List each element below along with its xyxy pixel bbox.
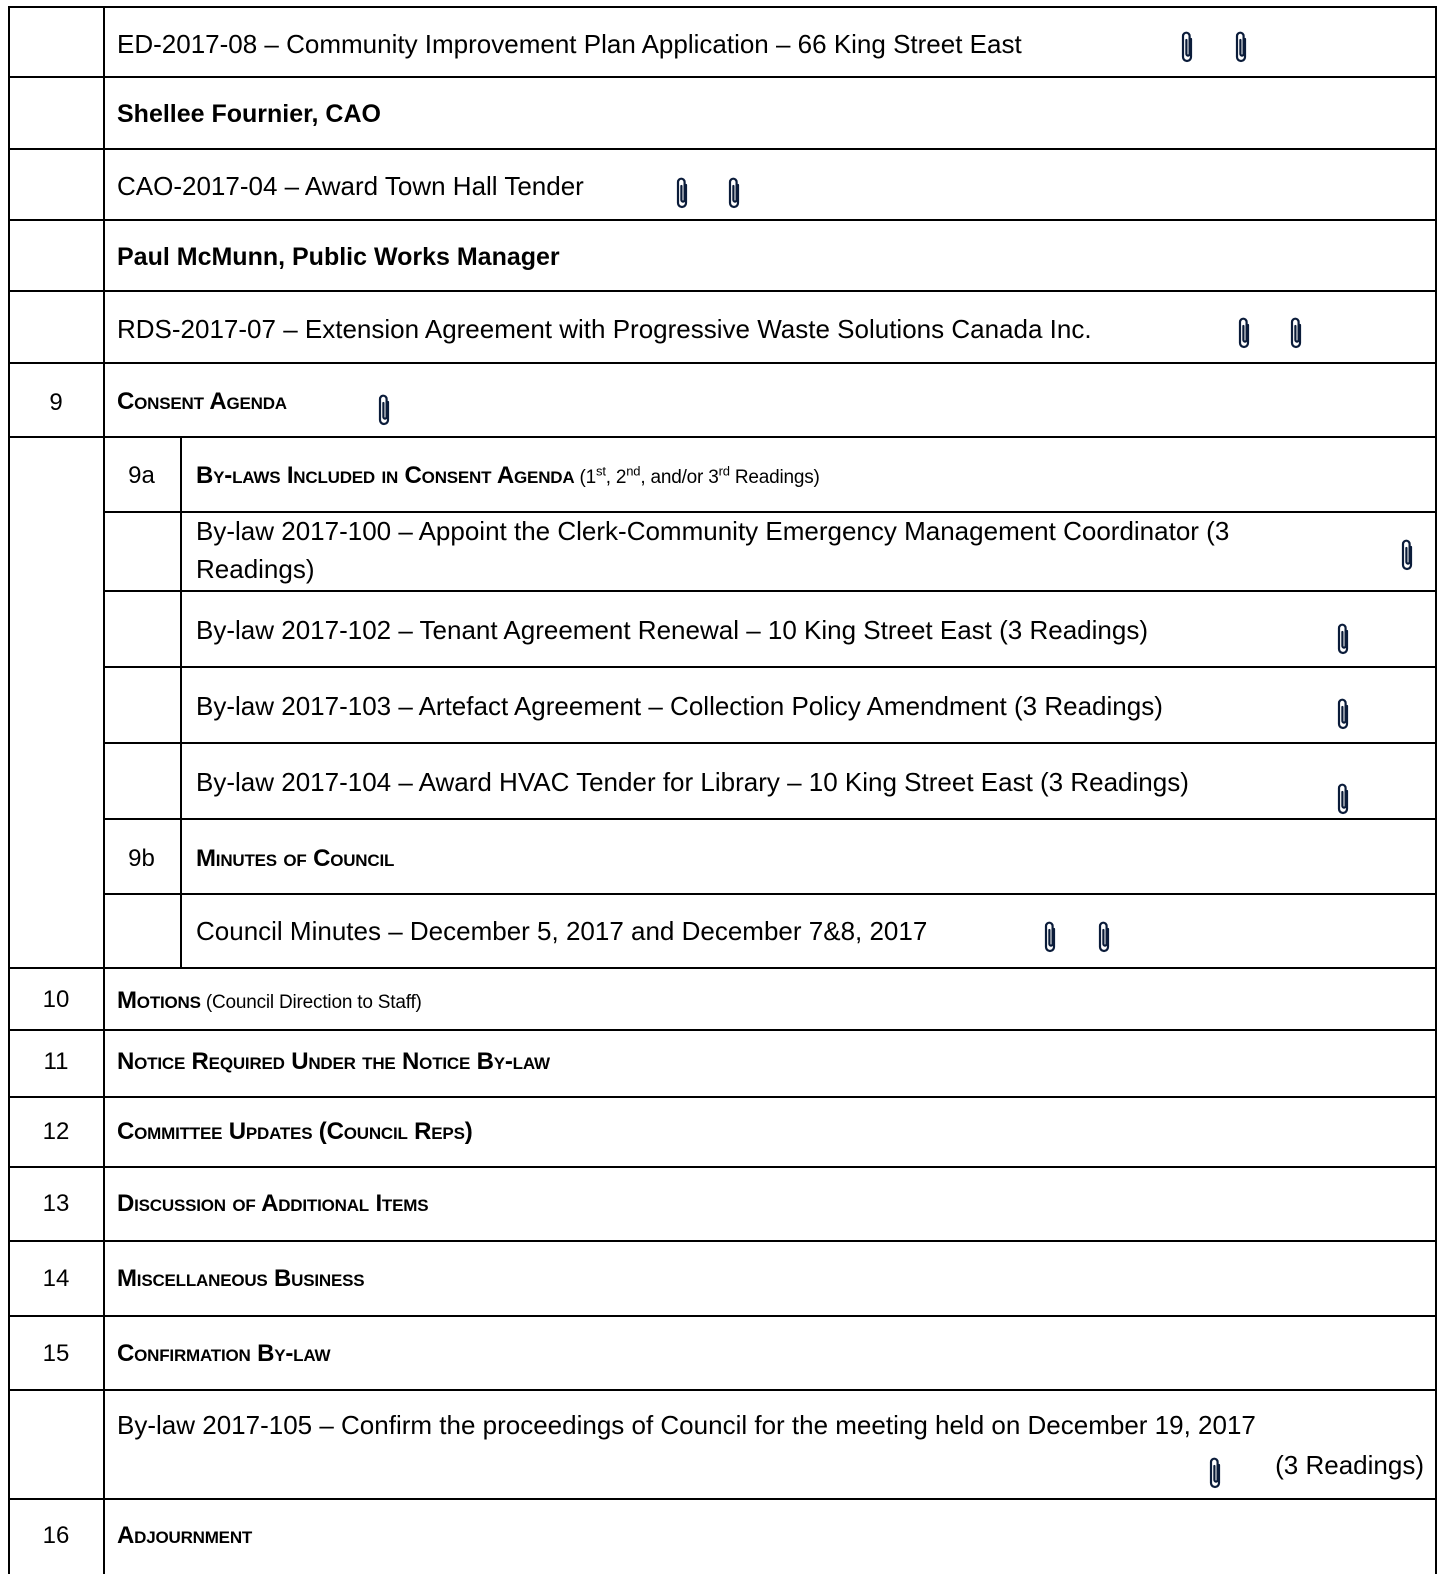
heading-label: Motions <box>117 987 201 1014</box>
section-heading: Confirmation By-law <box>117 1340 331 1367</box>
row-line <box>8 1096 1437 1098</box>
paperclip-icon[interactable] <box>727 176 743 210</box>
note-part: (1 <box>579 467 597 488</box>
paperclip-icon[interactable] <box>675 176 691 210</box>
superscript: nd <box>626 463 641 479</box>
column-divider <box>103 6 105 1574</box>
superscript: rd <box>718 463 730 479</box>
item-number: 16 <box>42 1522 70 1549</box>
agenda-item: Council Minutes – December 5, 2017 and December 7&8, 2017 <box>196 916 928 946</box>
section-heading: Notice Required Under the Notice By-law <box>117 1048 550 1075</box>
note-part: Readings) <box>729 467 820 488</box>
section-heading <box>196 462 820 490</box>
row-line <box>8 436 1437 438</box>
section-heading: Miscellaneous Business <box>117 1265 365 1292</box>
agenda-item-continuation: Readings) <box>196 554 315 584</box>
heading-note <box>574 463 820 488</box>
item-number: 15 <box>42 1340 70 1367</box>
sub-column-divider <box>180 437 182 969</box>
agenda-item: By-law 2017-102 – Tenant Agreement Renewal – 10 King Street East (3 Readings) <box>196 615 1148 645</box>
item-number: 11 <box>43 1048 69 1075</box>
row-line <box>8 1240 1437 1242</box>
row-line <box>8 1029 1437 1031</box>
row-line <box>103 893 1437 895</box>
agenda-item: RDS-2017-07 – Extension Agreement with Progressive Waste Solutions Canada Inc. <box>117 314 1092 344</box>
paperclip-icon[interactable] <box>1237 316 1253 350</box>
item-number: 9a <box>128 462 155 489</box>
section-heading: Shellee Fournier, CAO <box>117 100 381 128</box>
agenda-item: By-law 2017-103 – Artefact Agreement – Collection Policy Amendment (3 Readings) <box>196 691 1163 721</box>
agenda-item-continuation: (3 Readings) <box>1275 1450 1424 1480</box>
row-line <box>8 148 1437 150</box>
section-heading: Consent Agenda <box>117 388 287 415</box>
agenda-item: By-law 2017-100 – Appoint the Clerk-Community Emergency Management Coordinator (3 <box>196 516 1230 546</box>
agenda-item: ED-2017-08 – Community Improvement Plan Application – 66 King Street East <box>117 29 1022 59</box>
row-line <box>8 1389 1437 1391</box>
item-number: 12 <box>42 1118 70 1145</box>
item-number: 13 <box>42 1190 70 1217</box>
row-line <box>8 219 1437 221</box>
paperclip-icon[interactable] <box>1289 316 1305 350</box>
note-part: , 2 <box>605 467 627 488</box>
heading-label: By-laws Included in Consent Agenda <box>196 462 575 489</box>
row-line <box>8 76 1437 78</box>
row-line <box>103 818 1437 820</box>
paperclip-icon[interactable] <box>1180 30 1196 64</box>
heading-note: (Council Direction to Staff) <box>200 992 422 1013</box>
paperclip-icon[interactable] <box>1336 782 1352 816</box>
row-line <box>103 742 1437 744</box>
row-line <box>8 362 1437 364</box>
note-part: , and/or 3 <box>640 467 719 488</box>
paperclip-icon[interactable] <box>1336 622 1352 656</box>
row-line <box>8 967 1437 969</box>
paperclip-icon[interactable] <box>1043 920 1059 954</box>
agenda-item: By-law 2017-104 – Award HVAC Tender for Library – 10 King Street East (3 Readings) <box>196 767 1189 797</box>
paperclip-icon[interactable] <box>1336 697 1352 731</box>
row-line <box>103 511 1437 513</box>
superscript: st <box>596 463 606 479</box>
section-heading: Committee Updates (Council Reps) <box>117 1118 473 1145</box>
item-number: 9b <box>128 845 155 872</box>
paperclip-icon[interactable] <box>377 393 393 427</box>
item-number: 14 <box>42 1265 70 1292</box>
section-heading <box>117 987 422 1015</box>
section-heading: Discussion of Additional Items <box>117 1190 429 1217</box>
item-number: 9 <box>49 389 63 416</box>
agenda-item: By-law 2017-105 – Confirm the proceedings of Council for the meeting held on December 19, 2017 <box>117 1410 1256 1440</box>
row-line <box>103 666 1437 668</box>
row-line <box>8 1166 1437 1168</box>
section-heading: Minutes of Council <box>196 845 395 872</box>
section-heading: Adjournment <box>117 1522 253 1549</box>
section-heading: Paul McMunn, Public Works Manager <box>117 243 560 271</box>
row-line <box>103 590 1437 592</box>
row-line <box>8 290 1437 292</box>
row-line <box>8 1315 1437 1317</box>
paperclip-icon[interactable] <box>1400 538 1416 572</box>
agenda-item: CAO-2017-04 – Award Town Hall Tender <box>117 171 584 201</box>
item-number: 10 <box>42 986 70 1013</box>
paperclip-icon[interactable] <box>1097 920 1113 954</box>
paperclip-icon[interactable] <box>1234 30 1250 64</box>
row-line <box>8 1498 1437 1500</box>
paperclip-icon[interactable] <box>1208 1456 1224 1490</box>
